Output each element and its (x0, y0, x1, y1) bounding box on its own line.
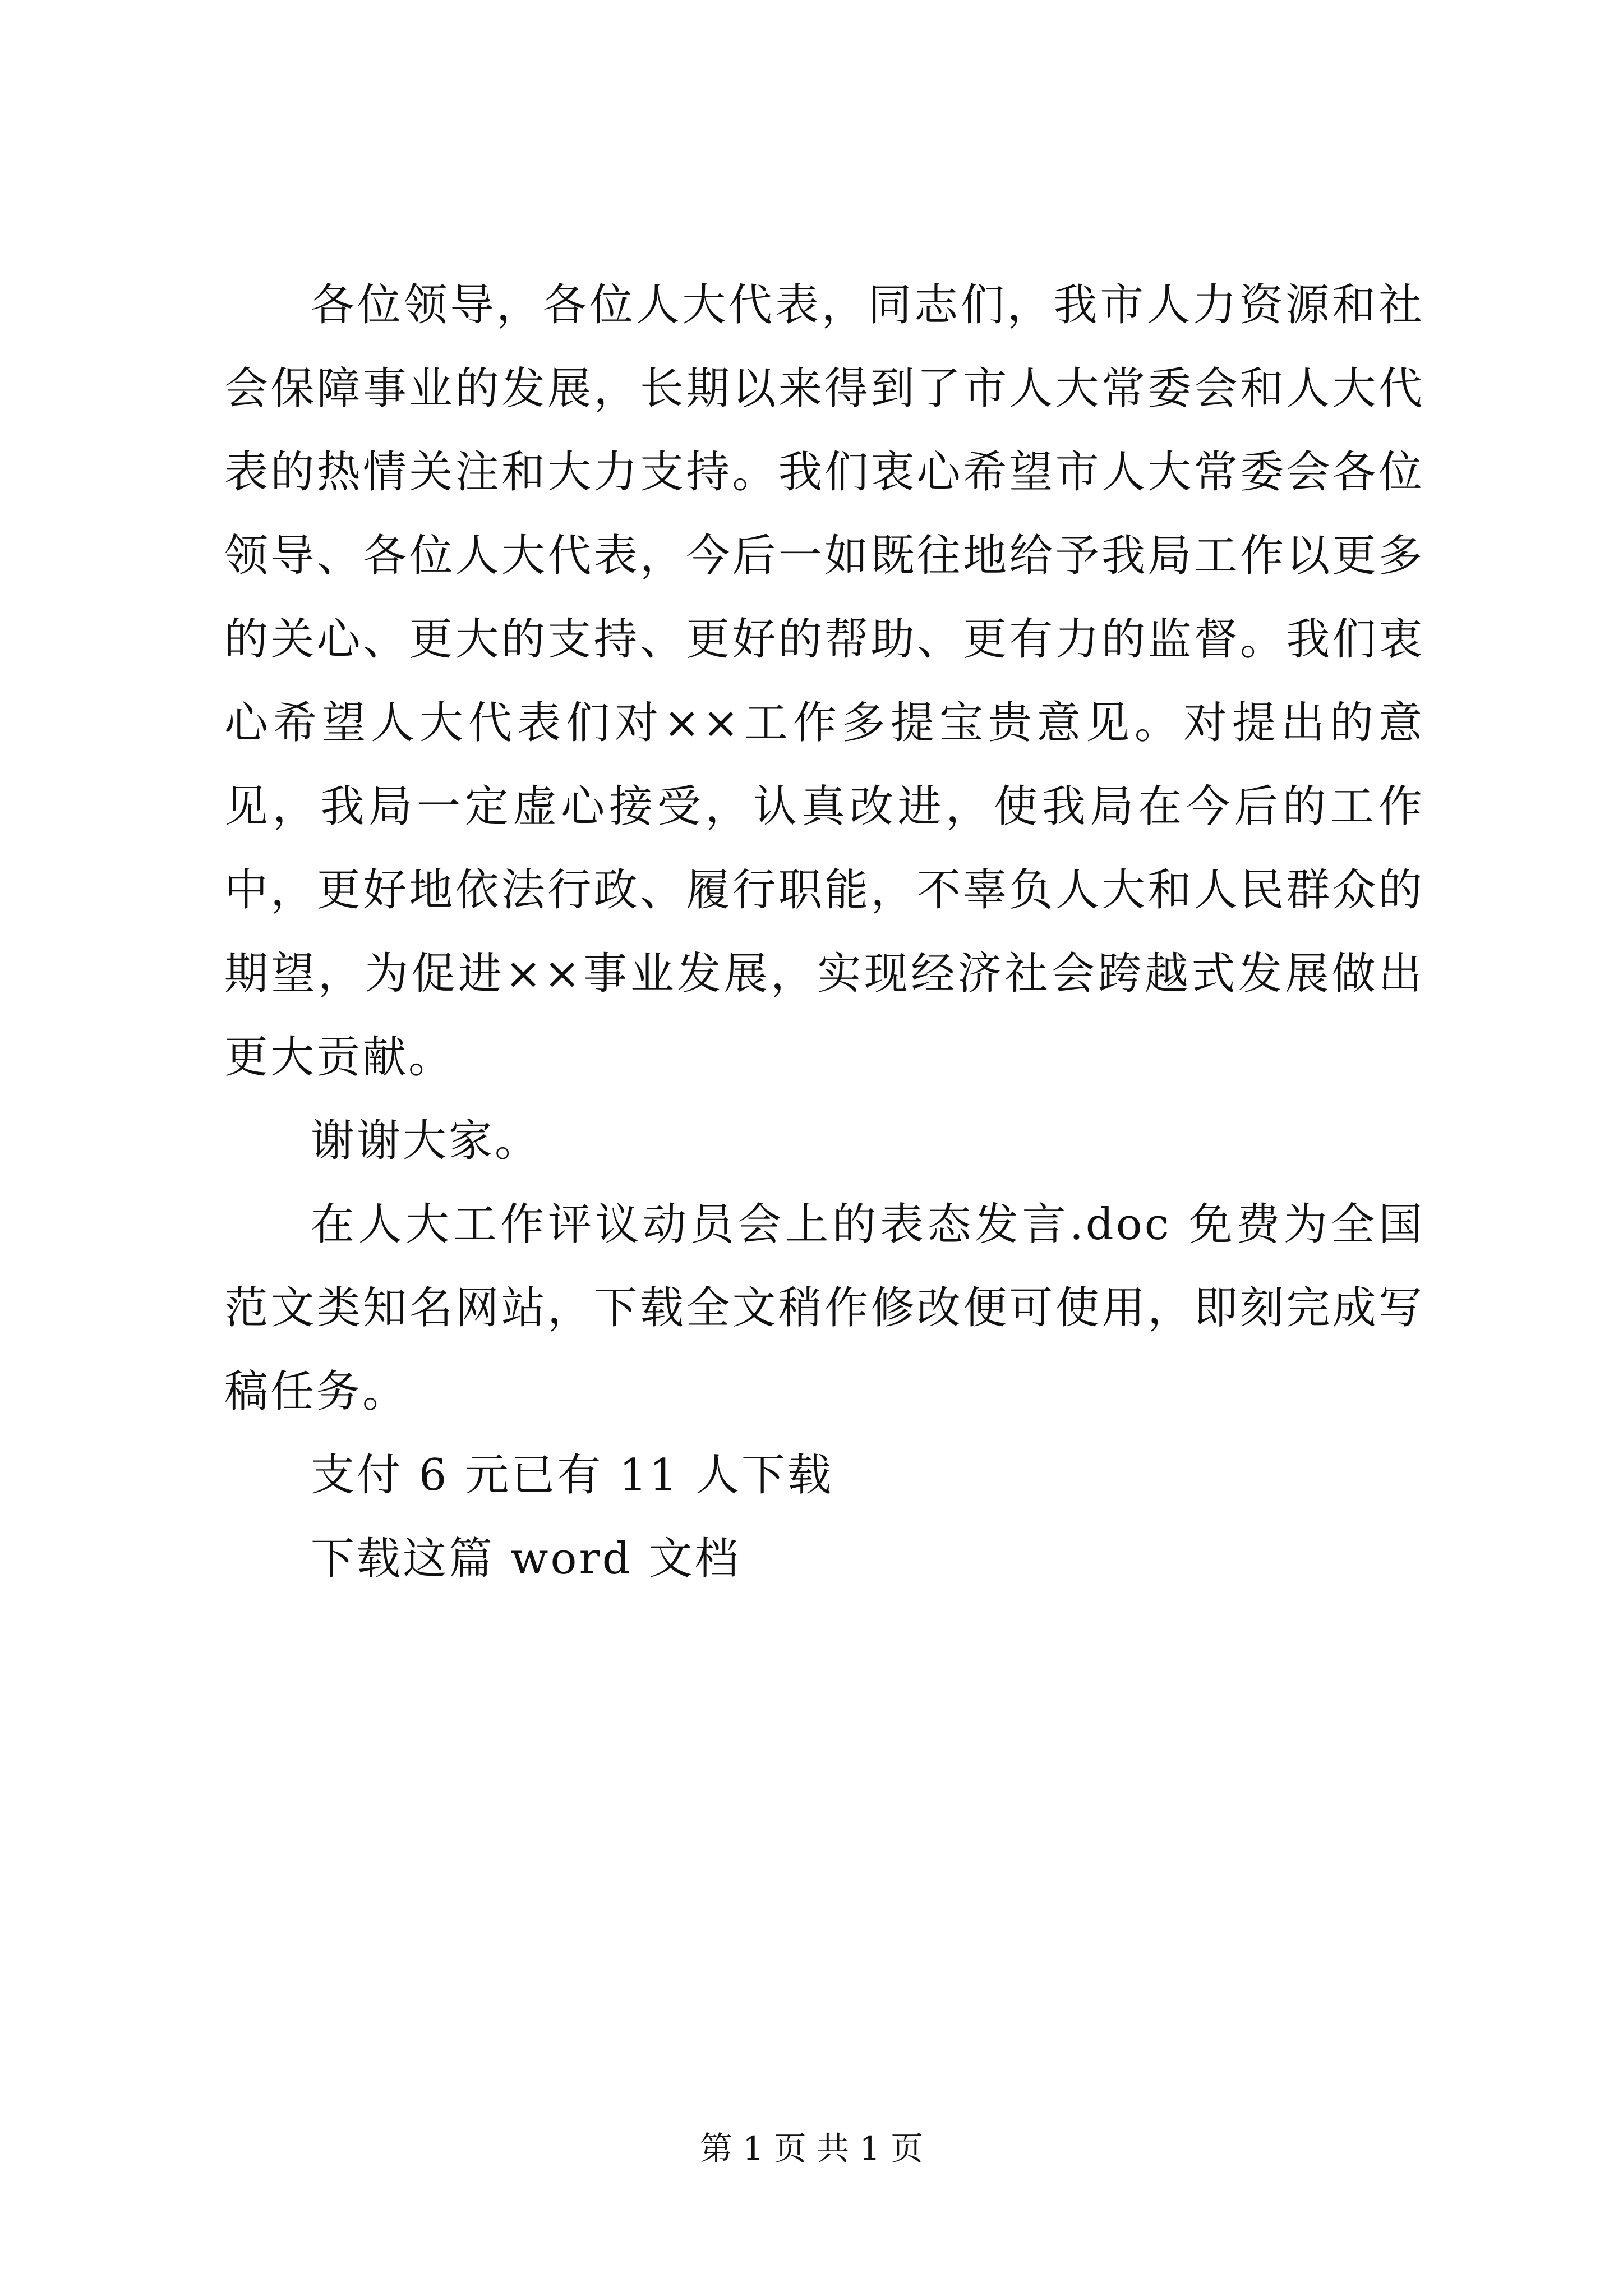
document-body (224, 264, 1424, 1601)
download-word-document-link[interactable]: 下载这篇 word 文档 (311, 1534, 741, 1584)
payment-download-count[interactable]: 支付 6 元已有 11 人下载 (311, 1450, 834, 1501)
body-paragraph-site-notice: 在人大工作评议动员会上的表态发言.doc 免费为全国范文类知名网站，下载全文稍作修改便可使用，即刻完成写稿任务。 (224, 1199, 1424, 1417)
body-paragraph-closing-remarks: 各位领导，各位人大代表，同志们，我市人力资源和社会保障事业的发展，长期以来得到了市人大常委会和人大代表的热情关注和大力支持。我们衷心希望市人大常委会各位领导、各位人大代表，今后一如既往地给予我局工作以更多的关心、更大的支持、更好的帮助、更有力的监督。我们衷心希望人大代表们对××工作多提宝贵意见。对提出的意见，我局一定虚心接受，认真改进，使我局在今后的工作中，更好地依法行政、履行职能，不辜负人大和人民群众的期望，为促进××事业发展，实现经济社会跨越式发展做出更大贡献。 (224, 280, 1424, 1083)
body-paragraph-thanks: 谢谢大家。 (311, 1116, 541, 1166)
page-number-footer: 第 1 页 共 1 页 (700, 2129, 923, 2168)
